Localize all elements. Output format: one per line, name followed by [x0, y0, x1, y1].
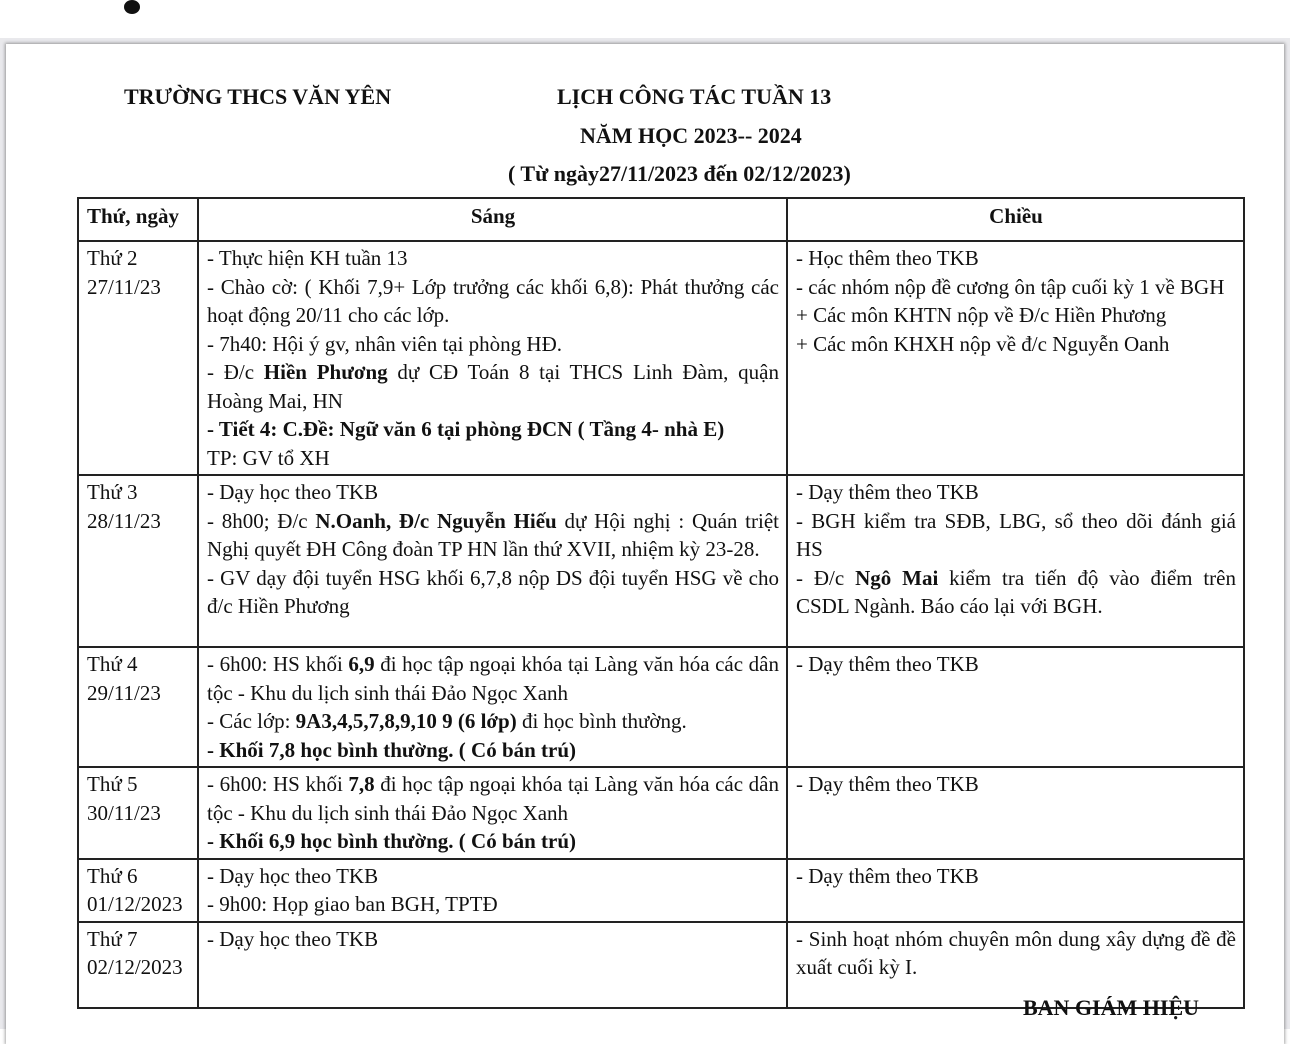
schedule-line [207, 827, 779, 856]
text-segment: - Học thêm theo TKB [796, 246, 979, 270]
text-segment: - GV dạy đội tuyển HSG khối 6,7,8 nộp DS đội tuyển HSG về cho đ/c Hiền Phương [207, 565, 779, 618]
day-cell [78, 922, 198, 1008]
text-segment: Hiền Phương [263, 360, 388, 384]
schedule-line [207, 736, 779, 765]
afternoon-cell [787, 859, 1244, 922]
table-row [78, 767, 1244, 859]
table-header-row [78, 198, 1244, 241]
column-header-afternoon: Chiều [787, 198, 1244, 241]
schedule-line [207, 507, 779, 564]
viewer-top-area [0, 0, 1290, 38]
text-segment: 6,9 [348, 652, 375, 676]
schedule-line [207, 415, 779, 444]
table-row [78, 647, 1244, 767]
date-label: 27/11/23 [87, 274, 161, 299]
schedule-line [207, 358, 779, 415]
text-segment: - Khối 7,8 học bình thường. ( Có bán trú) [207, 737, 577, 762]
text-segment: - Dạy thêm theo TKB [796, 772, 979, 796]
day-cell [78, 767, 198, 859]
weekday-label: Thứ 6 [87, 863, 138, 888]
text-segment: Ngô Mai [855, 565, 939, 590]
text-segment: + Các môn KHXH nộp về đ/c Nguyễn Oanh [796, 331, 1170, 356]
schedule-line [796, 650, 1236, 679]
date-range: ( Từ ngày27/11/2023 đến 02/12/2023) [508, 161, 851, 186]
schedule-line [207, 273, 779, 330]
date-label: 01/12/2023 [87, 892, 183, 916]
text-segment: - 7h40: Hội ý gv, nhân viên tại phòng HĐ. [207, 331, 563, 356]
bullet-dot-icon [124, 0, 140, 14]
morning-cell [198, 767, 787, 859]
schedule-line [207, 707, 779, 736]
day-cell [78, 859, 198, 922]
day-cell [78, 647, 198, 767]
schedule-line [796, 862, 1236, 891]
date-label: 29/11/23 [87, 680, 161, 705]
morning-cell [198, 859, 787, 922]
text-segment: - BGH kiểm tra SĐB, LBG, sổ theo dõi đánh giá HS [796, 508, 1236, 561]
schedule-line [207, 925, 779, 954]
text-segment: + Các môn KHTN nộp về Đ/c Hiền Phương [796, 303, 1167, 327]
text-segment: - các nhóm nộp đề cương ôn tập cuối kỳ 1 về BGH [796, 274, 1225, 299]
schedule-line [207, 444, 779, 473]
text-segment: 7,8 [348, 772, 375, 796]
afternoon-cell [787, 241, 1244, 475]
table-row [78, 241, 1244, 475]
schedule-body [78, 241, 1244, 1008]
column-header-morning: Sáng [198, 198, 787, 241]
text-segment: - 6h00: HS khối [207, 652, 349, 676]
weekday-label: Thứ 2 [87, 246, 138, 270]
text-segment: - Các lớp: [207, 709, 296, 733]
text-segment: đi học tập ngoại khóa tại Làng văn hóa các dân tộc - Khu du lịch sinh thái Đảo Ngọc Xanh [207, 652, 779, 705]
schedule-line [207, 564, 779, 621]
date-label: 30/11/23 [87, 800, 161, 825]
afternoon-cell [787, 475, 1244, 647]
text-segment: - Thực hiện KH tuần 13 [207, 246, 408, 270]
text-segment: - Tiết 4: C.Đề: Ngữ văn 6 tại phòng ĐCN ( Tầng 4- nhà E) [207, 417, 725, 441]
day-cell [78, 475, 198, 647]
text-segment: - Dạy học theo TKB [207, 480, 379, 504]
text-segment: đi học bình thường. [516, 709, 687, 733]
schedule-line [796, 244, 1236, 273]
text-segment: dự CĐ Toán 8 tại THCS Linh Đàm, quận Hoàng Mai, HN [207, 360, 779, 413]
afternoon-cell [787, 767, 1244, 859]
weekday-label: Thứ 3 [87, 480, 138, 504]
text-segment: - Khối 6,9 học bình thường. ( Có bán trú) [207, 829, 577, 853]
day-cell [78, 241, 198, 475]
schedule-line [796, 330, 1236, 359]
schedule-line [207, 890, 779, 919]
date-label: 02/12/2023 [87, 955, 183, 979]
school-name: TRƯỜNG THCS VĂN YÊN [124, 84, 392, 109]
text-segment: - Dạy thêm theo TKB [796, 863, 979, 888]
morning-cell [198, 922, 787, 1008]
text-segment: - Chào cờ: ( Khối 7,9+ Lớp trưởng các khối 6,8): Phát thưởng các hoạt động 20/11 cho các lớp. [207, 274, 779, 327]
column-header-day: Thứ, ngày [78, 198, 198, 241]
schedule-line [796, 478, 1236, 507]
schedule-line [796, 564, 1236, 621]
schedule-line [207, 862, 779, 891]
text-segment: - Dạy thêm theo TKB [796, 480, 979, 504]
schedule-line [207, 650, 779, 707]
text-segment: - Dạy học theo TKB [207, 926, 379, 951]
text-segment: - 6h00: HS khối [207, 772, 349, 796]
text-segment: TP: GV tổ XH [207, 445, 330, 470]
schedule-line [796, 770, 1236, 799]
afternoon-cell [787, 647, 1244, 767]
text-segment: 9A3,4,5,7,8,9,10 9 (6 lớp) [295, 709, 517, 733]
schedule-line [207, 770, 779, 827]
table-row [78, 475, 1244, 647]
schedule-line [796, 301, 1236, 330]
weekday-label: Thứ 7 [87, 926, 138, 951]
signature-label: BAN GIÁM HIỆU [1023, 995, 1200, 1020]
text-segment: kiểm tra tiến độ vào điểm trên CSDL Ngành. Báo cáo lại với BGH. [796, 565, 1236, 618]
date-label: 28/11/23 [87, 508, 161, 533]
weekday-label: Thứ 4 [87, 652, 138, 676]
text-segment: - Dạy thêm theo TKB [796, 652, 979, 676]
schedule-line [207, 330, 779, 359]
document-title: LỊCH CÔNG TÁC TUẦN 13 [557, 84, 832, 109]
schedule-line [796, 507, 1236, 564]
text-segment: - Sinh hoạt nhóm chuyên môn dung xây dựng đề đề xuất cuối kỳ I. [796, 926, 1236, 979]
morning-cell [198, 241, 787, 475]
schedule-line [796, 273, 1236, 302]
schedule-line [207, 244, 779, 273]
text-segment: N.Oanh, Đ/c Nguyễn Hiếu [315, 508, 557, 533]
morning-cell [198, 475, 787, 647]
schedule-table [77, 197, 1245, 1009]
text-segment: - 8h00; Đ/c [207, 508, 316, 533]
text-segment: - Đ/c [796, 565, 856, 590]
weekday-label: Thứ 5 [87, 772, 138, 796]
text-segment: - 9h00: Họp giao ban BGH, TPTĐ [207, 892, 498, 916]
morning-cell [198, 647, 787, 767]
text-segment: - Đ/c [207, 360, 264, 384]
school-year: NĂM HỌC 2023-- 2024 [580, 123, 802, 148]
text-segment: đi học tập ngoại khóa tại Làng văn hóa các dân tộc - Khu du lịch sinh thái Đảo Ngọc Xanh [207, 772, 779, 825]
text-segment: dự Hội nghị : Quán triệt Nghị quyết ĐH Công đoàn TP HN lần thứ XVII, nhiệm kỳ 23-28. [207, 508, 779, 561]
table-row [78, 859, 1244, 922]
text-segment: - Dạy học theo TKB [207, 863, 379, 888]
schedule-line [796, 925, 1236, 982]
schedule-line [207, 478, 779, 507]
